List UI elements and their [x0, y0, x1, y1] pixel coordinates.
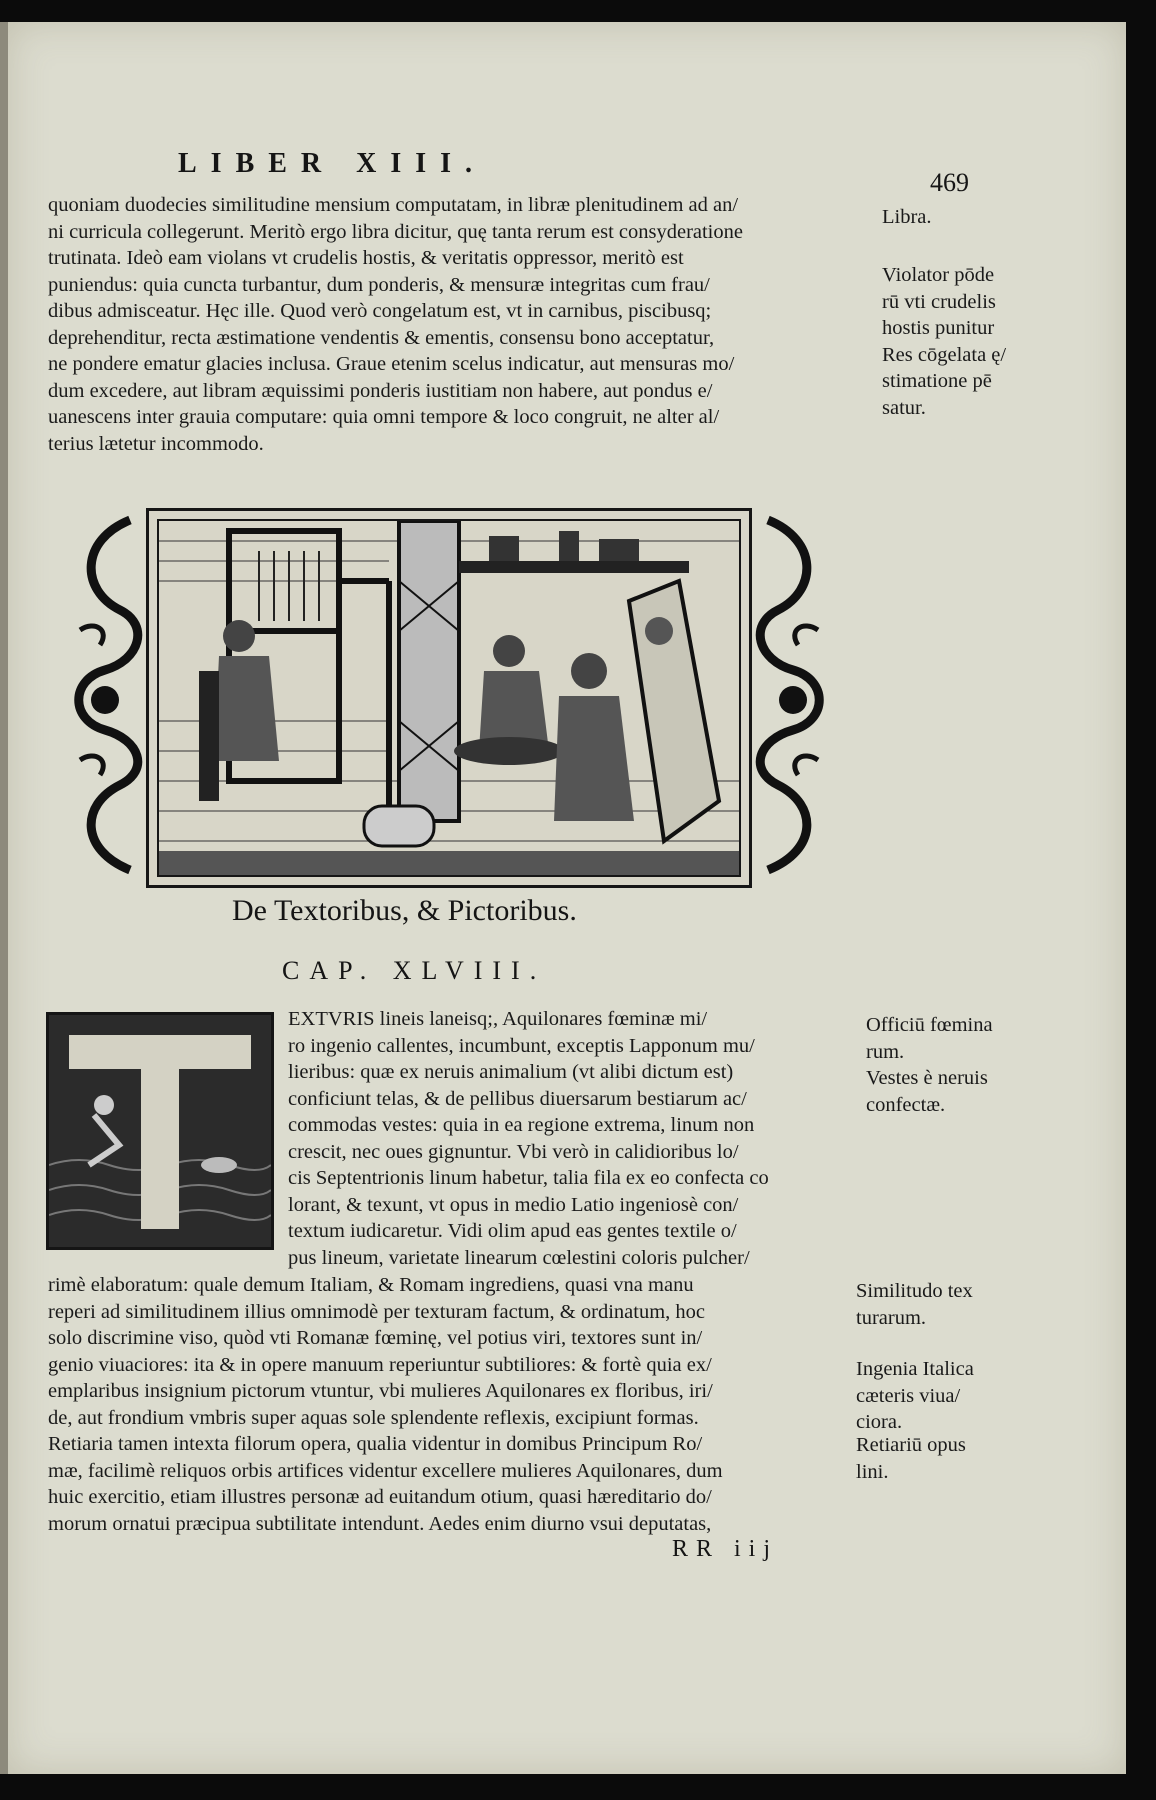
margin-note-retiarium: [856, 1432, 966, 1485]
text-line: cis Septentrionis linum habetur, talia fila ex eo confecta co: [288, 1167, 769, 1189]
text-line: ro ingenio callentes, incumbunt, exceptis Lapponum mu/: [288, 1034, 755, 1057]
illustration-caption: De Textoribus, & Pictoribus.: [232, 894, 577, 927]
text-line: solo discrimine viso, quòd vti Romanæ fœminę, vel potius viri, textores sunt in/: [48, 1327, 703, 1349]
margin-note-officium: [866, 1012, 993, 1118]
margin-line: Libra.: [882, 206, 932, 228]
text-line: lieribus: quæ ex neruis animalium (vt alibi dictum est): [288, 1061, 734, 1083]
margin-line: rum.: [866, 1040, 905, 1063]
margin-line: confectæ.: [866, 1093, 946, 1116]
margin-line: rū vti crudelis: [882, 290, 996, 313]
text-line: ni curricula collegerunt. Meritò ergo libra dicitur, quę tanta rerum est consyderatione: [48, 220, 743, 243]
margin-note-ingenia: [856, 1356, 974, 1436]
margin-line: cæteris viua/: [856, 1384, 961, 1407]
margin-line: lini.: [856, 1460, 889, 1483]
text-line: deprehenditur, recta æstimatione vendentis & ementis, consensu bono acceptatur,: [48, 326, 715, 349]
scroll-ornament-right: [748, 510, 838, 880]
chapter-heading: CAP. XLVIII.: [282, 956, 547, 985]
text-line: de, aut frondium vmbris super aquas sole splendente reflexis, excipiunt formas.: [48, 1406, 699, 1429]
text-line: uanescens inter grauia computare: quia omni tempore & loco congruit, ne alter al/: [48, 406, 720, 428]
woodcut-illustration: [146, 508, 752, 888]
margin-line: ciora.: [856, 1411, 903, 1433]
margin-line: stimatione pē: [882, 370, 992, 392]
margin-line: Res cōgelata ę/: [882, 343, 1007, 366]
text-line: Retiaria tamen intexta filorum opera, qualia videntur in domibus Principum Ro/: [48, 1433, 703, 1455]
margin-line: Ingenia Italica: [856, 1358, 974, 1380]
margin-line: Retiariū opus: [856, 1434, 966, 1456]
text-line: ne pondere ematur glacies inclusa. Graue etenim scelus indicatur, aut mensuras mo/: [48, 353, 735, 375]
margin-note-similitudo: [856, 1278, 973, 1331]
text-line: pus lineum, varietate linearum cœlestini coloris pulcher/: [288, 1246, 750, 1269]
chapter-paragraph-start: [288, 1006, 848, 1271]
margin-note-violator: [882, 262, 1006, 421]
text-line: crescit, nec oues gignuntur. Vbi verò in calidioribus lo/: [288, 1140, 739, 1163]
margin-line: hostis punitur: [882, 317, 995, 339]
scroll-ornament-left: [60, 510, 150, 880]
woodcut-scene: [157, 519, 741, 877]
margin-line: Similitudo tex: [856, 1280, 973, 1302]
margin-note-libra: [882, 204, 932, 231]
text-line: terius lætetur incommodo.: [48, 432, 264, 455]
text-line: mæ, facilimè reliquos orbis artifices videntur excellere mulieres Aquilonares, dum: [48, 1459, 723, 1482]
margin-line: satur.: [882, 396, 926, 419]
margin-line: Vestes è neruis: [866, 1067, 988, 1089]
text-line: morum ornatui præcipua subtilitate intendunt. Aedes enim diurno vsui deputatas,: [48, 1512, 712, 1535]
text-line: EXTVRIS lineis laneisq;, Aquilonares fœminæ mi/: [288, 1008, 708, 1030]
weavers-workshop-icon: [159, 521, 739, 875]
signature-mark: RR iij: [672, 1536, 779, 1562]
text-line: dibus admisceatur. Hęc ille. Quod verò congelatum est, vt in carnibus, piscibusq;: [48, 300, 712, 322]
top-paragraph: [48, 192, 878, 457]
text-line: commodas vestes: quia in ea regione extrema, linum non: [288, 1114, 755, 1136]
text-line: trutinata. Ideò eam violans vt crudelis hostis, & veritatis oppressor, meritò est: [48, 247, 684, 269]
text-line: rimè elaboratum: quale demum Italiam, & Romam ingrediens, quasi vna manu: [48, 1274, 694, 1296]
text-line: dum excedere, aut libram æquissimi ponderis iustitiam non habere, aut pondus e/: [48, 379, 713, 402]
text-line: textum iudicaretur. Vidi olim apud eas gentes textile o/: [288, 1220, 737, 1242]
margin-line: turarum.: [856, 1306, 927, 1329]
text-line: quoniam duodecies similitudine mensium computatam, in libræ plenitudinem ad an/: [48, 194, 739, 216]
text-line: lorant, & texunt, vt opus in medio Latio ingeniosè con/: [288, 1193, 739, 1216]
running-head: LIBER XIII.: [178, 148, 487, 179]
chapter-paragraph-continued: [48, 1272, 848, 1537]
historiated-initial-T: [46, 1012, 274, 1250]
text-line: emplaribus insignium pictorum vtuntur, vbi mulieres Aquilonares ex floribus, iri/: [48, 1380, 713, 1402]
initial-letter-icon: [49, 1015, 271, 1247]
text-line: puniendus: quia cuncta turbantur, dum ponderis, & mensuræ integritas cum frau/: [48, 273, 710, 296]
page-number: 469: [930, 168, 969, 197]
text-line: genio viuaciores: ita & in opere manuum reperiuntur subtiliores: & fortè quia ex/: [48, 1353, 712, 1376]
text-line: reperi ad similitudinem illius omnimodè per texturam factum, & ordinatum, hoc: [48, 1300, 705, 1323]
margin-line: Officiū fœmina: [866, 1014, 993, 1036]
text-line: huic exercitio, etiam illustres personæ ad euitandum otium, quasi hæreditario do/: [48, 1486, 712, 1508]
text-line: conficiunt telas, & de pellibus diuersarum bestiarum ac/: [288, 1087, 747, 1110]
margin-line: Violator pōde: [882, 264, 995, 286]
